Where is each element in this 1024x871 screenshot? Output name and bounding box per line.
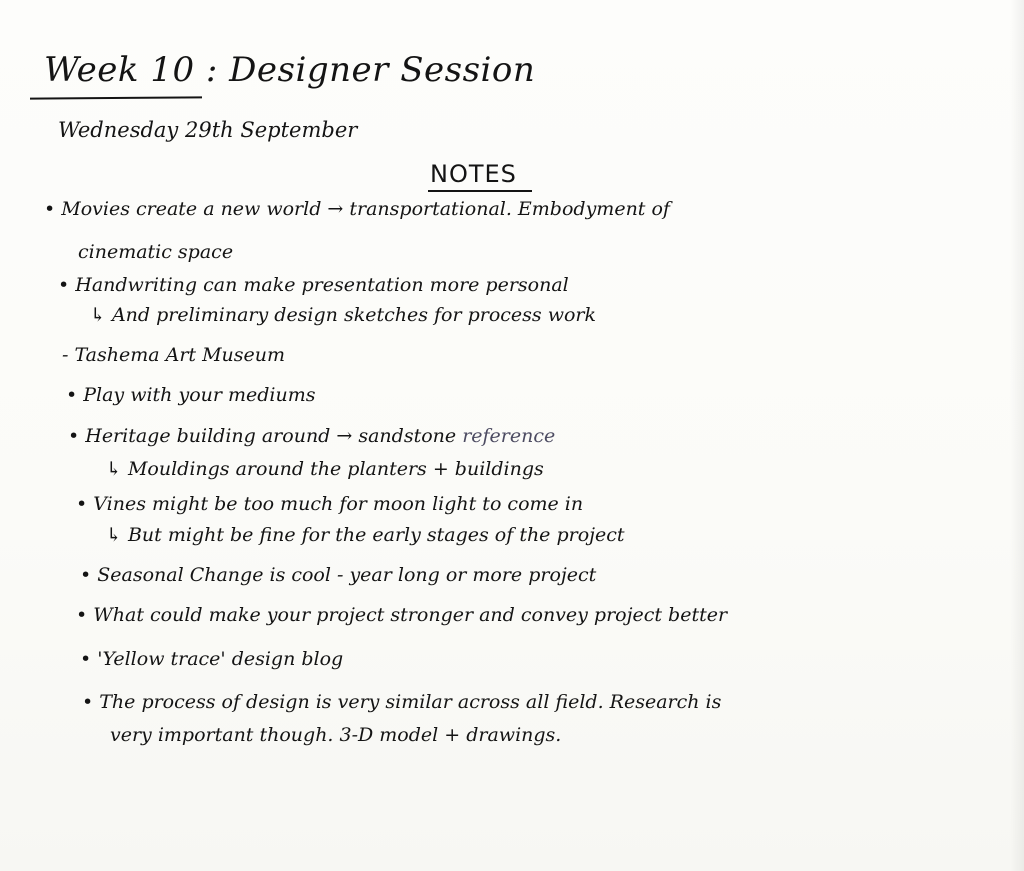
note-text: • Heritage building around → sandstone xyxy=(68,425,457,447)
note-line: ↳ And preliminary design sketches for process work xyxy=(90,304,597,326)
note-line: • Movies create a new world → transportational. Embodyment of xyxy=(44,198,670,220)
note-line: ↳ Mouldings around the planters + buildings xyxy=(106,458,544,480)
session-date: Wednesday 29th September xyxy=(58,118,358,142)
accent-word: reference xyxy=(462,425,556,447)
page-title: Week 10 : Designer Session xyxy=(44,50,536,90)
note-line: - Tashema Art Museum xyxy=(62,344,286,366)
note-line: • Vines might be too much for moon light to come in xyxy=(76,493,584,515)
notes-heading-underline xyxy=(428,190,532,192)
note-line: • Seasonal Change is cool - year long or more project xyxy=(80,564,597,586)
note-line xyxy=(68,427,555,446)
note-line: very important though. 3-D model + drawings. xyxy=(110,724,562,746)
notes-heading: NOTES xyxy=(430,160,517,188)
page-edge-shadow xyxy=(1010,0,1024,871)
note-line: • The process of design is very similar across all field. Research is xyxy=(82,691,722,713)
note-line: • What could make your project stronger and convey project better xyxy=(76,604,728,626)
note-line: cinematic space xyxy=(78,241,234,263)
note-line: • Play with your mediums xyxy=(66,384,316,406)
note-line: • 'Yellow trace' design blog xyxy=(80,648,344,670)
title-underline xyxy=(30,96,202,99)
note-line: • Handwriting can make presentation more personal xyxy=(58,274,569,296)
note-line: ↳ But might be fine for the early stages of the project xyxy=(106,524,625,546)
